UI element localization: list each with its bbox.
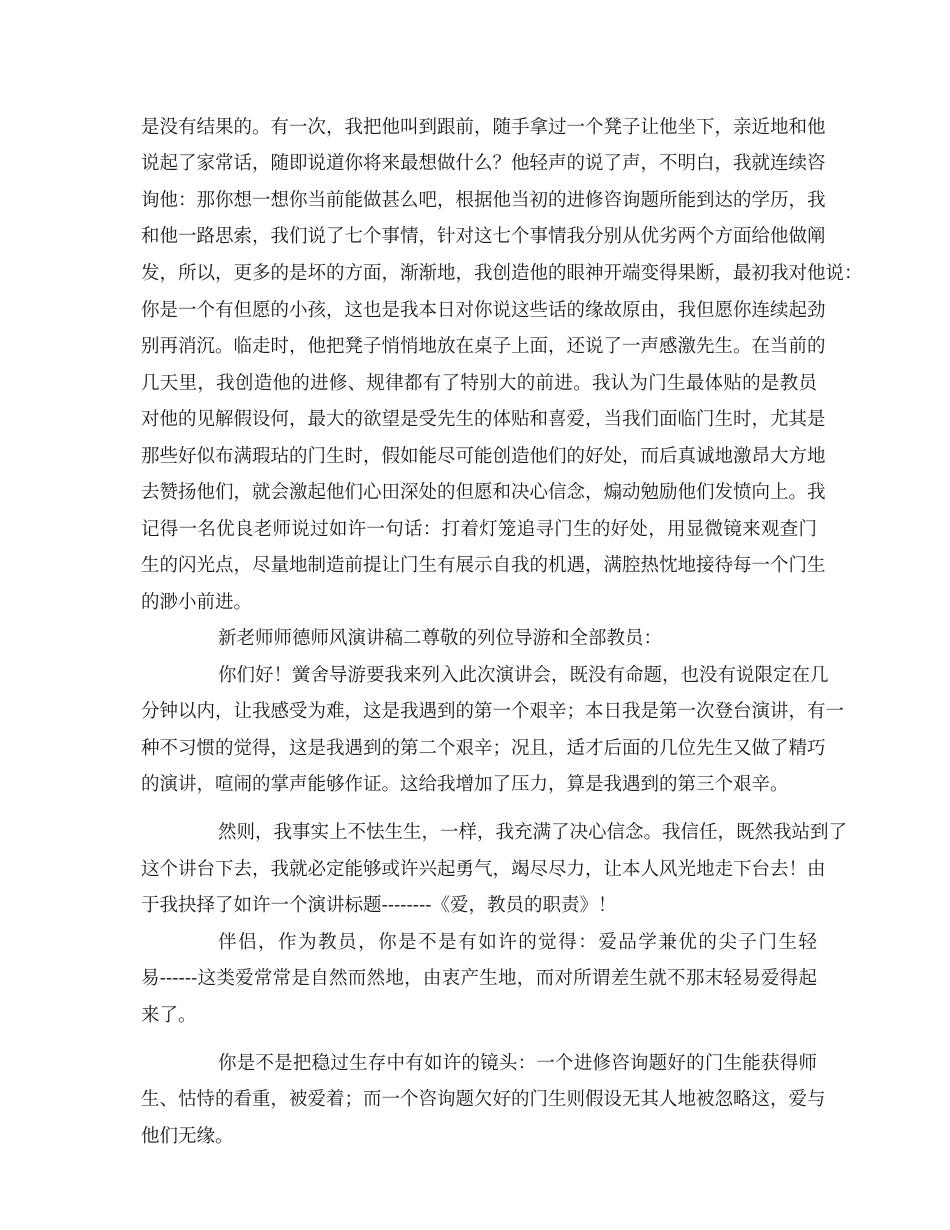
text-line: 这个讲台下去，我就必定能够或许兴起勇气，竭尽尽力，让本人风光地走下台去！由 — [141, 859, 826, 880]
text-line: 去赞扬他们，就会激起他们心田深处的但愿和决心信念，煽动勉励他们发愤向上。我 — [141, 482, 826, 503]
text-line: 和他一路思索，我们说了七个事情，针对这七个事情我分别从优劣两个方面给他做阐 — [141, 226, 826, 247]
text-line: 那些好似布满瑕玷的门生时，假如能尽可能创造他们的好处，而后真诚地激昂大方地 — [141, 446, 826, 467]
text-line: 伴侣，作为教员，你是不是有如许的觉得：爱品学兼优的尖子门生轻 — [218, 932, 817, 953]
text-line: 你们好！黉舍导游要我来列入此次演讲会，既没有命题，也没有说限定在几 — [218, 665, 829, 686]
text-line: 易------这类爱常常是自然而然地，由衷产生地，而对所谓差生就不那末轻易爱得起 — [141, 968, 817, 989]
text-line: 你是一个有但愿的小孩，这也是我本日对你说这些话的缘故原由，我但愿你连续起劲 — [141, 300, 826, 321]
section-heading: 新老师师德师风演讲稿二尊敬的列位导游和全部教员： — [218, 628, 663, 649]
text-line: 询他：那你想一想你当前能做甚么吧，根据他当初的进修咨询题所能到达的学历，我 — [141, 190, 826, 211]
text-line: 你是不是把稳过生存中有如许的镜头：一个进修咨询题好的门生能获得师 — [218, 1053, 817, 1074]
text-line: 生、怙恃的看重，被爱着；而一个咨询题欠好的门生则假设无其人地被忽略这，爱与 — [141, 1089, 826, 1110]
text-line: 生的闪光点，尽量地制造前提让门生有展示自我的机遇，满腔热忱地接待每一个门生 — [141, 555, 826, 576]
text-line: 对他的见解假设何，最大的欲望是受先生的体贴和喜爱，当我们面临门生时，尤其是 — [141, 409, 826, 430]
text-line: 来了。 — [141, 1005, 197, 1026]
text-line: 于我抉择了如许一个演讲标题--------《爱，教员的职责》！ — [141, 895, 617, 916]
text-line: 种不习惯的觉得，这是我遇到的第二个艰辛；况且，适才后面的几位先生又做了精巧 — [141, 738, 826, 759]
text-line: 几天里，我创造他的进修、规律都有了特别大的前进。我认为门生最体贴的是教员 — [141, 373, 817, 394]
text-line: 发，所以，更多的是坏的方面，渐渐地，我创造他的眼神开端变得果断，最初我对他说： — [141, 263, 863, 284]
text-line: 的演讲，喧闹的掌声能够作证。这给我增加了压力，算是我遇到的第三个艰辛。 — [141, 774, 789, 795]
text-line: 说起了家常话，随即说道你将来最想做什么？他轻声的说了声，不明白，我就连续咨 — [141, 153, 826, 174]
text-line: 是没有结果的。有一次，我把他叫到跟前，随手拿过一个凳子让他坐下，亲近地和他 — [141, 117, 826, 138]
text-line: 别再消沉。临走时，他把凳子悄悄地放在桌子上面，还说了一声感激先生。在当前的 — [141, 336, 826, 357]
text-line: 的渺小前进。 — [141, 592, 253, 613]
text-line: 然则，我事实上不怯生生，一样，我充满了决心信念。我信任，既然我站到了 — [218, 822, 848, 843]
text-line: 他们无缘。 — [141, 1126, 234, 1147]
text-line: 分钟以内，让我感受为难，这是我遇到的第一个艰辛；本日我是第一次登台演讲，有一 — [141, 701, 845, 722]
text-line: 记得一名优良老师说过如许一句话：打着灯笼追寻门生的好处，用显微镜来观查门 — [141, 519, 817, 540]
